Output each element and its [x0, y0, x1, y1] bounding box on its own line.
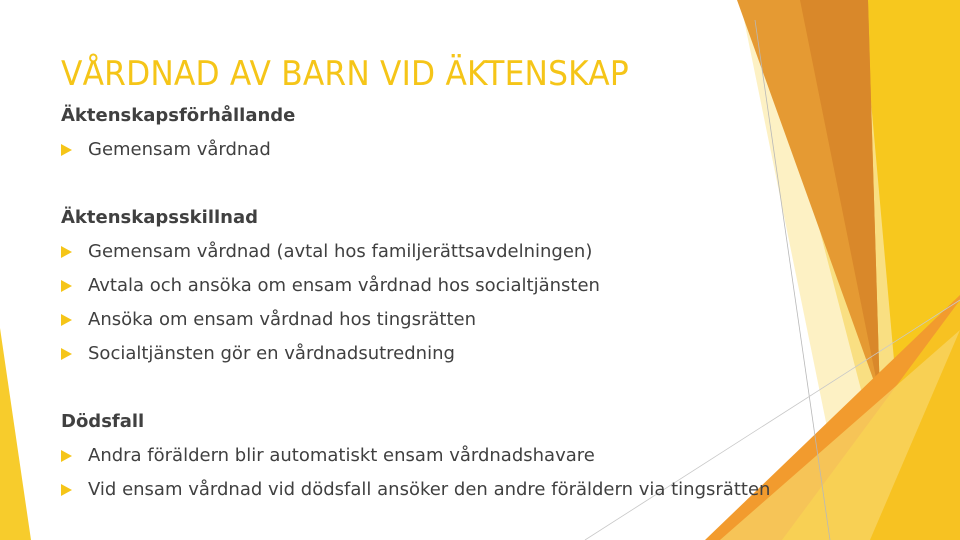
bullet-item	[61, 445, 595, 467]
bullet-item	[61, 479, 770, 501]
bullet-item	[61, 309, 476, 331]
bullet-arrow-icon	[61, 450, 72, 462]
section-heading-aktenskapsforhallande: Äktenskapsförhållande	[61, 105, 296, 126]
slide-title: VÅRDNAD AV BARN VID ÄKTENSKAP	[61, 54, 629, 94]
bullet-text: Vid ensam vårdnad vid dödsfall ansöker den andre föräldern via tingsrätten	[88, 479, 771, 500]
left-yellow-wedge	[0, 328, 31, 540]
bullet-text: Gemensam vårdnad	[88, 139, 271, 160]
bullet-text: Socialtjänsten gör en vårdnadsutredning	[88, 343, 455, 364]
bullet-arrow-icon	[61, 246, 72, 258]
bullet-item	[61, 139, 271, 161]
bullet-arrow-icon	[61, 144, 72, 156]
bullet-arrow-icon	[61, 314, 72, 326]
bullet-item	[61, 343, 455, 365]
bullet-text: Ansöka om ensam vårdnad hos tingsrätten	[88, 309, 476, 330]
section-heading-aktenskapsskillnad: Äktenskapsskillnad	[61, 207, 258, 228]
bullet-text: Gemensam vårdnad (avtal hos familjerättsavdelningen)	[88, 241, 593, 262]
bullet-item	[61, 275, 600, 297]
bullet-item	[61, 241, 592, 263]
section-heading-dodsfall: Dödsfall	[61, 411, 145, 432]
bullet-arrow-icon	[61, 484, 72, 496]
bullet-text: Avtala och ansöka om ensam vårdnad hos socialtjänsten	[88, 275, 600, 296]
bullet-text: Andra föräldern blir automatiskt ensam vårdnadshavare	[88, 445, 595, 466]
bullet-arrow-icon	[61, 348, 72, 360]
bullet-arrow-icon	[61, 280, 72, 292]
